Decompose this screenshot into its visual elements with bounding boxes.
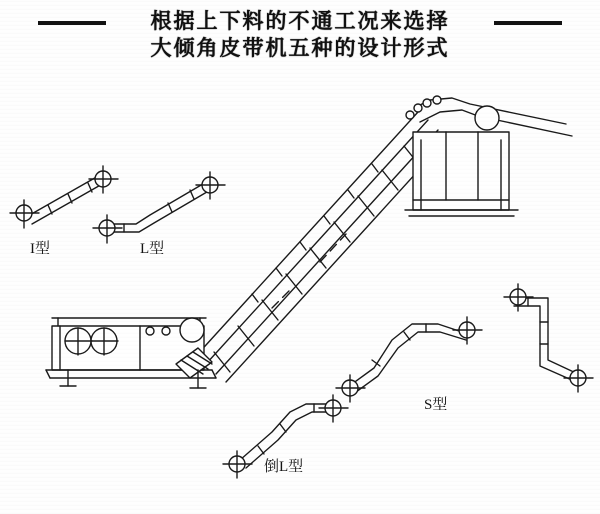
title-line-2: 大倾角皮带机五种的设计形式 <box>150 36 450 60</box>
title-line-1: 根据上下料的不通工况来选择 <box>150 9 450 33</box>
variant-z-type <box>504 284 593 392</box>
label-l-type: L型 <box>140 241 165 257</box>
variant-main-machine <box>46 96 572 388</box>
variant-l-type <box>93 172 225 243</box>
label-inverted-l-type: 倒L型 <box>264 459 304 475</box>
label-s-type: S型 <box>424 397 448 413</box>
variant-i-type <box>10 166 118 228</box>
variant-s-type <box>336 317 482 402</box>
label-i-type: I型 <box>30 241 50 257</box>
